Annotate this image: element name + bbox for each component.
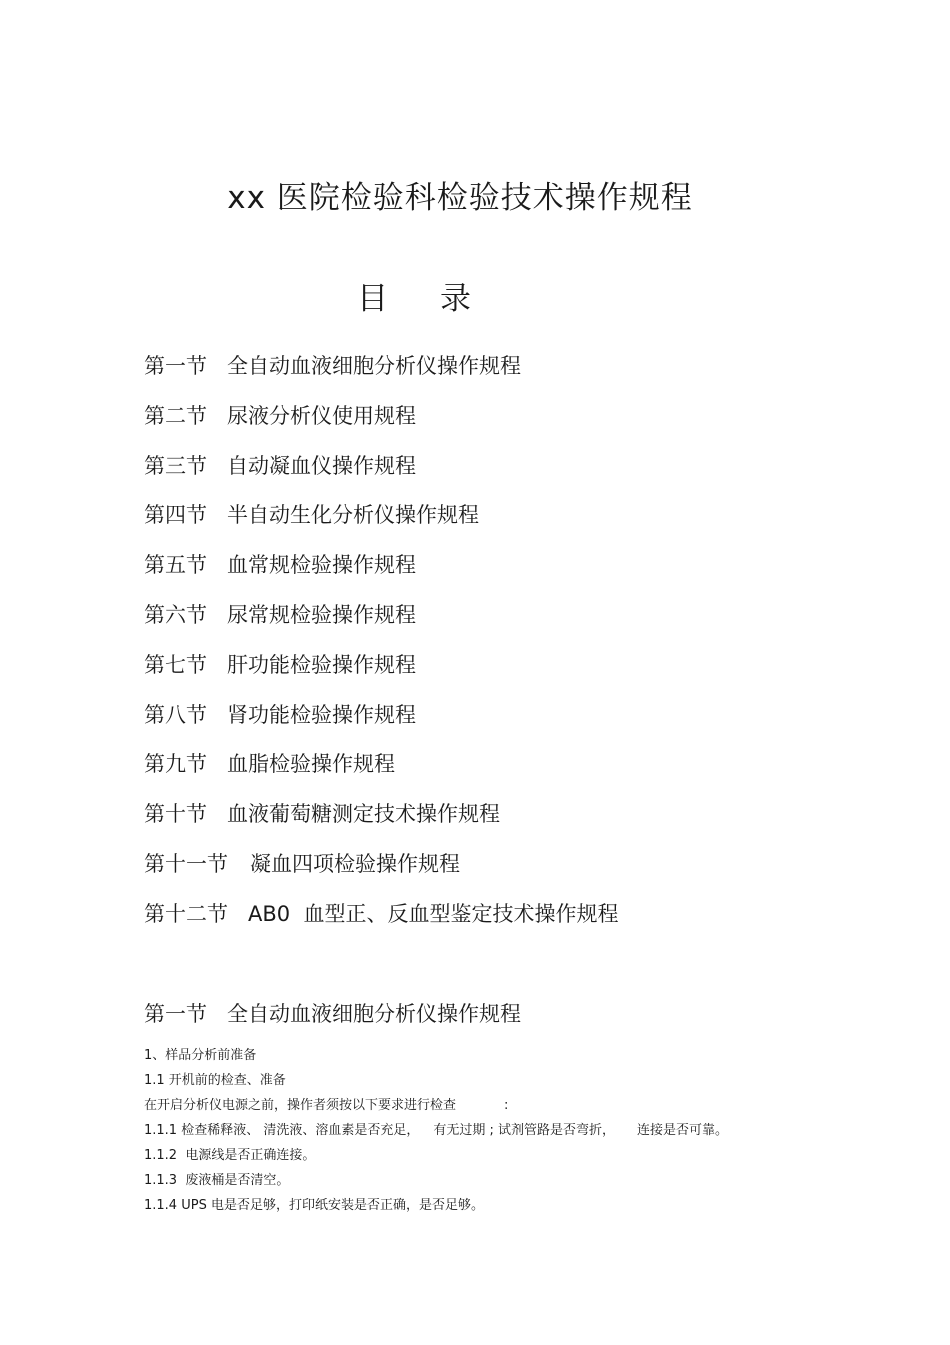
toc-item-number: 第五节 xyxy=(144,553,207,578)
toc-item-number: 第十节 xyxy=(144,802,207,827)
body-line-1-1-4: 1.1.4 UPS 电是否足够，打印纸安装是否正确，是否足够。 xyxy=(144,1198,484,1213)
toc-item-number: 第十二节 xyxy=(144,901,228,926)
toc-heading xyxy=(357,273,471,318)
toc-item-number: 第七节 xyxy=(144,652,207,677)
section-title: 全自动血液细胞分析仪操作规程 xyxy=(227,1002,521,1026)
toc-item-number: 第四节 xyxy=(144,503,207,528)
toc-item-number: 第二节 xyxy=(144,403,207,428)
toc-item xyxy=(144,700,618,750)
body-line-sample-prep: 1、样品分析前准备 xyxy=(144,1048,257,1063)
toc-item-number: 第三节 xyxy=(144,453,207,478)
toc-item-number: 第六节 xyxy=(144,602,207,627)
toc-item-title: 肾功能检验操作规程 xyxy=(227,702,416,727)
toc-item-title: 肝功能检验操作规程 xyxy=(227,652,416,677)
body-line-1-1-3: 1.1.3 废液桶是否清空。 xyxy=(144,1173,290,1188)
body-line-1-1-2: 1.1.2 电源线是否正确连接。 xyxy=(144,1148,316,1163)
toc-item xyxy=(144,849,618,899)
toc-item-title: 血液葡萄糖测定技术操作规程 xyxy=(227,802,500,827)
toc-item xyxy=(144,650,618,700)
toc-heading-char-1: 目 xyxy=(357,281,388,317)
body-line-instruction xyxy=(144,1093,728,1118)
section-body xyxy=(144,1043,728,1218)
toc-item-title: 全自动血液细胞分析仪操作规程 xyxy=(227,354,521,378)
check-reagents-text: 1.1.1 检查稀释液、 清洗液、溶血素是否充足， xyxy=(144,1123,420,1138)
check-connection-text: 连接是否可靠。 xyxy=(637,1123,729,1138)
toc-heading-char-2: 录 xyxy=(440,281,471,317)
toc-item-title: 尿液分析仪使用规程 xyxy=(227,403,416,428)
instruction-colon: : xyxy=(504,1098,509,1113)
toc-item-title: 自动凝血仪操作规程 xyxy=(227,453,416,478)
toc-item-title: 血常规检验操作规程 xyxy=(227,553,416,578)
instruction-text: 在开启分析仪电源之前，操作者须按以下要求进行检查 xyxy=(144,1098,457,1113)
toc-item xyxy=(144,799,618,849)
toc-item-title: 半自动生化分析仪操作规程 xyxy=(227,503,479,528)
toc-item xyxy=(144,351,618,401)
toc-item xyxy=(144,899,618,949)
toc-item xyxy=(144,749,618,799)
section-heading xyxy=(144,999,521,1029)
toc-item-title: 血脂检验操作规程 xyxy=(227,752,395,777)
toc-item-title: 尿常规检验操作规程 xyxy=(227,602,416,627)
toc-list xyxy=(144,351,618,949)
body-line-1-1-1 xyxy=(144,1118,728,1143)
check-expiry-text: 有无过期 ; 试剂管路是否弯折， xyxy=(433,1123,615,1138)
body-line-pre-start-check: 1.1 开机前的检查、准备 xyxy=(144,1073,286,1088)
toc-item xyxy=(144,401,618,451)
section-number: 第一节 xyxy=(144,1002,207,1026)
toc-item xyxy=(144,451,618,501)
toc-item-title: 凝血四项检验操作规程 xyxy=(250,851,460,876)
toc-item xyxy=(144,500,618,550)
toc-item-number: 第九节 xyxy=(144,752,207,777)
document-title: xx 医院检验科检验技术操作规程 xyxy=(227,180,693,216)
toc-item-number: 第一节 xyxy=(144,354,207,378)
toc-item-number: 第八节 xyxy=(144,702,207,727)
toc-item-title: AB0 血型正、反血型鉴定技术操作规程 xyxy=(248,901,619,926)
toc-item xyxy=(144,600,618,650)
toc-item-number: 第十一节 xyxy=(144,851,228,876)
toc-item xyxy=(144,550,618,600)
